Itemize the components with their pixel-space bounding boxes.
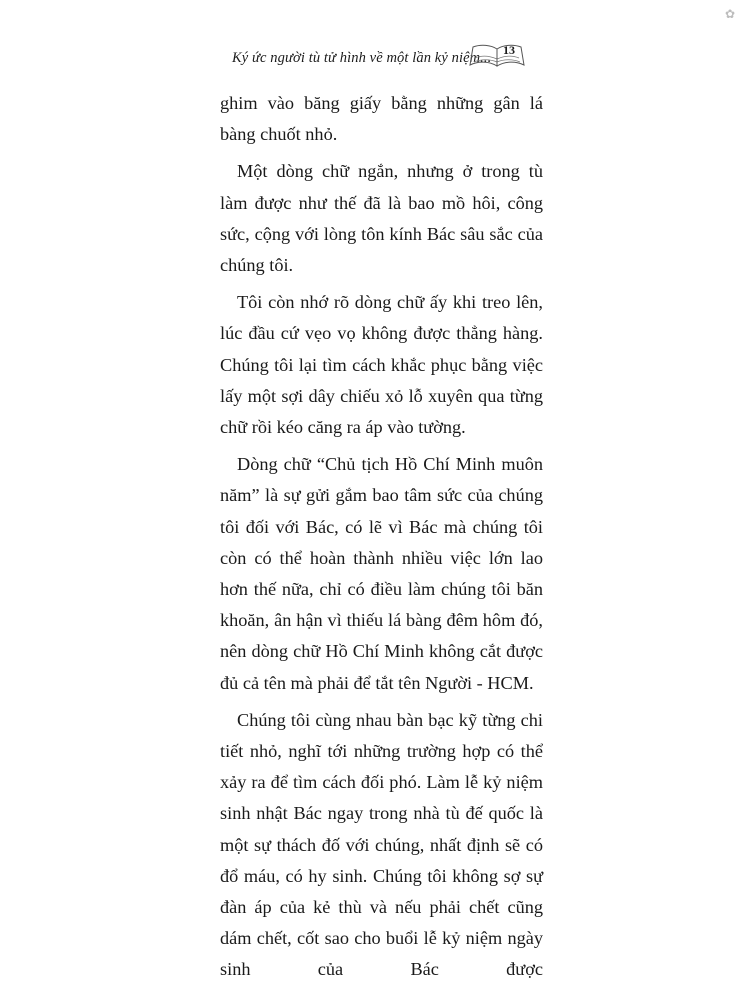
page-number: 13 bbox=[503, 43, 515, 57]
paragraph: Chúng tôi cùng nhau bàn bạc kỹ từng chi tiết nhỏ, nghĩ tới những trường hợp có thể xảy ra để tìm cách đối phó. Làm lễ kỷ niệm sinh nhật Bác ngay trong nhà tù đế quốc là một sự thách đố với chúng, nhất định sẽ có đổ máu, có hy sinh. Chúng tôi không sợ sự đàn áp của kẻ thù và nếu phải chết cũng dám chết, cốt sao cho buổi lễ kỷ niệm ngày sinh của Bác được bbox=[220, 709, 543, 980]
header-title: Ký ức người tù tử hình về một lần kỷ niệm... bbox=[232, 50, 492, 66]
paragraph: Một dòng chữ ngắn, nhưng ở trong tù làm được như thế đã là bao mồ hôi, công sức, cộng với lòng tôn kính Bác sâu sắc của chúng tôi. bbox=[220, 161, 543, 276]
corner-flower-mark: ✿ bbox=[724, 7, 736, 21]
running-header bbox=[232, 44, 532, 74]
paragraph: Dòng chữ “Chủ tịch Hồ Chí Minh muôn năm” là sự gửi gắm bao tâm sức của chúng tôi đối với Bác, có lẽ vì Bác mà chúng tôi còn có thể hoàn thành nhiều việc lớn lao hơn thế nữa, chỉ có điều làm chúng tôi băn khoăn, ân hận vì thiếu lá bàng đêm hôm đó, nên dòng chữ Hồ Chí Minh không cắt được đủ cả tên mà phải để tắt tên Người - HCM. bbox=[220, 454, 543, 693]
paragraph: Tôi còn nhớ rõ dòng chữ ấy khi treo lên, lúc đầu cứ vẹo vọ không được thẳng hàng. Chúng tôi lại tìm cách khắc phục bằng việc lấy một sợi dây chiếu xỏ lỗ xuyên qua từng chữ rồi kéo căng ra áp vào tường. bbox=[220, 292, 543, 438]
paragraph-continued: ghim vào băng giấy bằng những gân lá bàng chuốt nhỏ. bbox=[220, 93, 543, 145]
body-text bbox=[220, 88, 543, 986]
